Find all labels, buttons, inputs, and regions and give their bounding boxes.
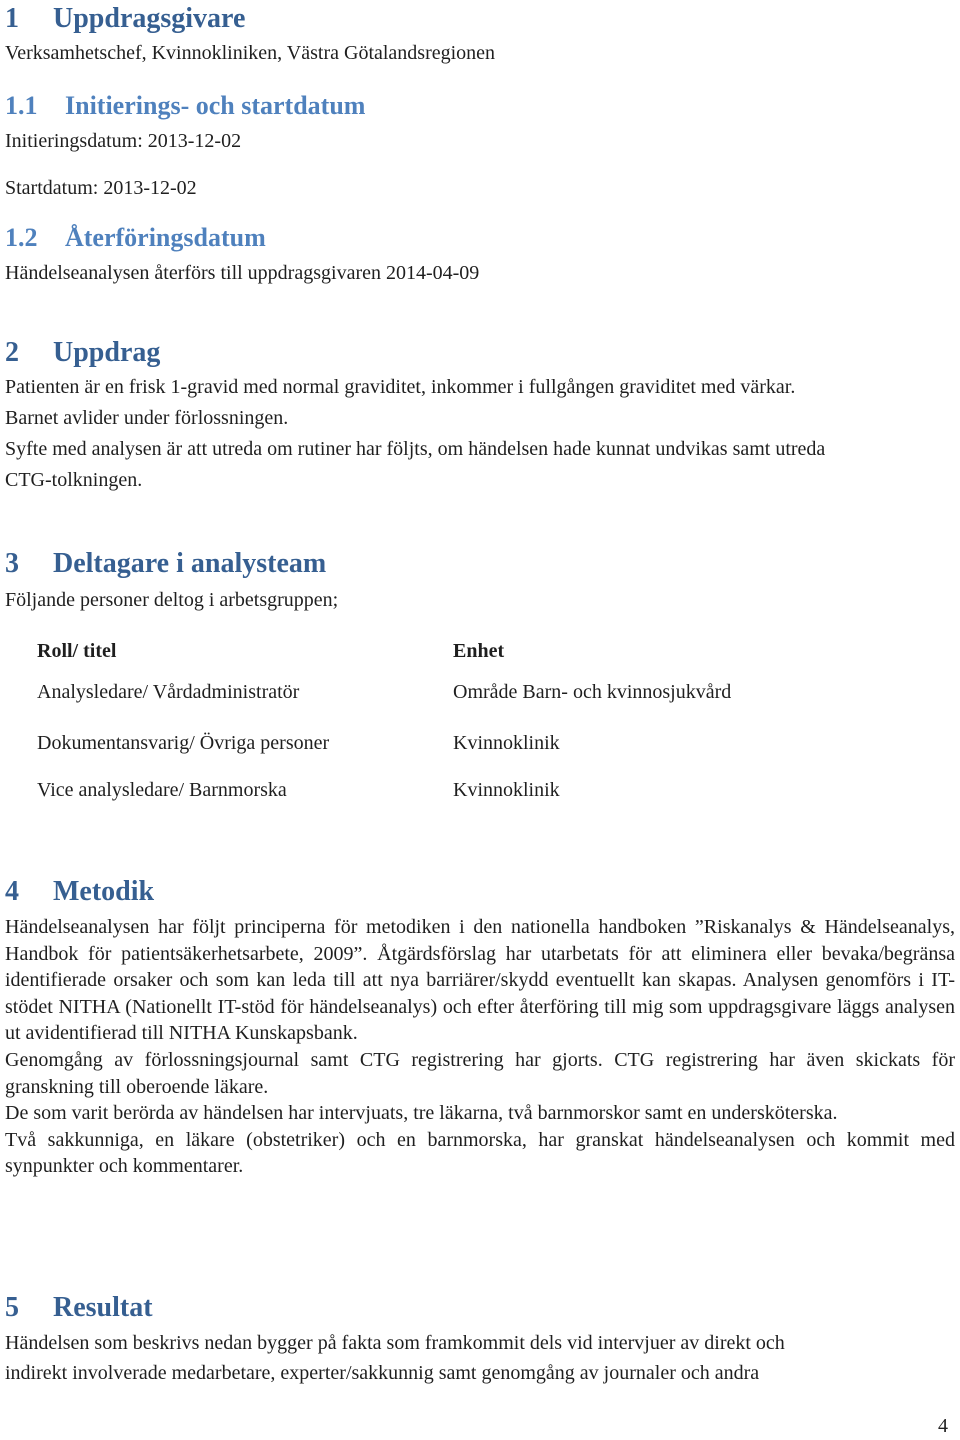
heading-number: 2 (5, 337, 19, 368)
metodik-paragraph: De som varit berörda av händelsen har intervjuats, tre läkarna, två barnmorskor samt en undersköterska. (5, 1102, 838, 1125)
heading-title: Resultat (53, 1292, 153, 1323)
uppdrag-line: CTG-tolkningen. (5, 469, 143, 491)
startdatum-line: Startdatum: 2013-12-02 (5, 177, 197, 199)
table-header-enhet: Enhet (453, 640, 505, 662)
uppdrag-line: Syfte med analysen är att utreda om rutiner har följts, om händelsen hade kunnat undvikas samt utreda (5, 438, 826, 460)
heading-number: 1.2 (5, 223, 38, 252)
uppdrag-line: Barnet avlider under förlossningen. (5, 407, 289, 429)
resultat-line: Händelsen som beskrivs nedan bygger på fakta som framkommit dels vid intervjuer av direkt och (5, 1332, 785, 1354)
metodik-paragraph: Händelseanalysen har följt principerna för metodiken i den nationella handboken ”Riskanalys & Händelseanalys, Handbok för patientsäkerhetsarbete, 2009”. Åtgärdsförslag har utarbetats för att eliminera eller bevaka/begränsa identifierade orsaker och som kan leda till att nya barriärer/skydd eventuellt kan skapas. Analysen genomförs i IT-stödet NITHA (Nationellt IT-stöd för händelseanalys) och efter återföring till mig som uppdragsgivare läggs analysen ut avidentifierad till NITHA Kunskapsbank. (5, 916, 955, 1045)
metodik-paragraph: Två sakkunniga, en läkare (obstetriker) och en barnmorska, har granskat händelseanalysen och kommit med synpunkter och kommentarer. (5, 1128, 955, 1178)
heading-initieringsdatum (5, 90, 365, 122)
table-cell-enhet: Område Barn- och kvinnosjukvård (453, 681, 732, 703)
heading-title: Återföringsdatum (65, 223, 266, 252)
metodik-body (5, 914, 955, 1180)
heading-deltagare (5, 547, 326, 581)
heading-title: Uppdragsgivare (53, 3, 246, 34)
metodik-paragraph: Genomgång av förlossningsjournal samt CTG registrering har gjorts. CTG registrering har även skickats för granskning till oberoende läkare. (5, 1048, 955, 1098)
deltagare-intro: Följande personer deltog i arbetsgruppen; (5, 589, 339, 611)
heading-resultat (5, 1291, 153, 1325)
heading-number: 4 (5, 876, 19, 907)
heading-title: Uppdrag (53, 337, 161, 368)
heading-uppdragsgivare (5, 2, 245, 36)
table-cell-roll: Vice analysledare/ Barnmorska (37, 779, 287, 801)
heading-number: 3 (5, 548, 19, 579)
page-number: 4 (938, 1415, 948, 1437)
table-header-roll: Roll/ titel (37, 640, 117, 662)
heading-metodik (5, 875, 154, 909)
heading-number: 1 (5, 3, 19, 34)
uppdragsgivare-text: Verksamhetschef, Kvinnokliniken, Västra Götalandsregionen (5, 42, 496, 64)
table-cell-enhet: Kvinnoklinik (453, 732, 560, 754)
resultat-line: indirekt involverade medarbetare, experter/sakkunnig samt genomgång av journaler och andra (5, 1362, 760, 1384)
heading-title: Initierings- och startdatum (65, 91, 366, 120)
initieringsdatum-line: Initieringsdatum: 2013-12-02 (5, 130, 242, 152)
uppdrag-line: Patienten är en frisk 1-gravid med normal graviditet, inkommer i fullgången graviditet med värkar. (5, 376, 796, 398)
heading-uppdrag (5, 336, 160, 370)
table-cell-enhet: Kvinnoklinik (453, 779, 560, 801)
heading-number: 5 (5, 1292, 19, 1323)
aterforingsdatum-text: Händelseanalysen återförs till uppdragsgivaren 2014-04-09 (5, 262, 480, 284)
table-cell-roll: Analysledare/ Vårdadministratör (37, 681, 300, 703)
heading-title: Metodik (53, 876, 155, 907)
heading-aterforingsdatum (5, 222, 266, 254)
heading-number: 1.1 (5, 91, 38, 120)
table-cell-roll: Dokumentansvarig/ Övriga personer (37, 732, 330, 754)
heading-title: Deltagare i analysteam (53, 548, 327, 579)
